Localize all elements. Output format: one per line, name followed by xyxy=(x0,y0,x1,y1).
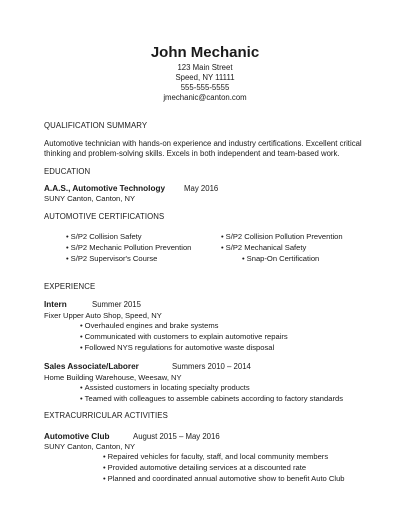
certifications-heading: AUTOMOTIVE CERTIFICATIONS xyxy=(44,212,165,221)
certification-item: • S/P2 Mechanical Safety xyxy=(221,243,306,253)
club-place: SUNY Canton, Canton, NY xyxy=(44,442,136,451)
certification-item: • S/P2 Supervisor's Course xyxy=(66,254,157,264)
club-date: August 2015 – May 2016 xyxy=(133,432,220,441)
club-bullet: • Repaired vehicles for faculty, staff, and local community members xyxy=(103,452,328,462)
contact-phone: 555-555-5555 xyxy=(180,83,230,92)
qualification-line-1: Automotive technician with hands-on experience and industry certifications. Excellent critical xyxy=(44,139,362,148)
extracurricular-heading: EXTRACURRICULAR ACTIVITIES xyxy=(44,411,168,420)
job-date: Summers 2010 – 2014 xyxy=(172,362,251,371)
certification-item: • Snap-On Certification xyxy=(242,254,319,264)
certification-item: • S/P2 Collision Safety xyxy=(66,232,142,242)
qualification-heading: QUALIFICATION SUMMARY xyxy=(44,121,148,130)
contact-address: 123 Main Street xyxy=(177,63,233,72)
job-place: Home Building Warehouse, Weesaw, NY xyxy=(44,373,182,382)
job-role: Intern xyxy=(44,300,67,309)
job-date: Summer 2015 xyxy=(92,300,141,309)
job-bullet: • Assisted customers in locating specialty products xyxy=(80,383,250,393)
job-bullet: • Overhauled engines and brake systems xyxy=(80,321,218,331)
club-bullet: • Provided automotive detailing services at a discounted rate xyxy=(103,463,306,473)
contact-email: jmechanic@canton.com xyxy=(163,93,247,102)
experience-heading: EXPERIENCE xyxy=(44,282,96,291)
certification-item: • S/P2 Collision Pollution Prevention xyxy=(221,232,343,242)
certification-item: • S/P2 Mechanic Pollution Prevention xyxy=(66,243,191,253)
job-bullet: • Communicated with customers to explain automotive repairs xyxy=(80,332,288,342)
qualification-line-2: thinking and problem-solving skills. Excels in both independent and team-based work. xyxy=(44,149,340,158)
education-date: May 2016 xyxy=(184,184,219,193)
club-bullet: • Planned and coordinated annual automotive show to benefit Auto Club xyxy=(103,474,345,484)
education-school: SUNY Canton, Canton, NY xyxy=(44,194,136,203)
job-role: Sales Associate/Laborer xyxy=(44,362,139,371)
job-bullet: • Teamed with colleagues to assemble cabinets according to factory standards xyxy=(80,394,343,404)
education-heading: EDUCATION xyxy=(44,167,91,176)
contact-city: Speed, NY 11111 xyxy=(175,73,235,82)
education-degree: A.A.S., Automotive Technology xyxy=(44,184,165,193)
job-bullet: • Followed NYS regulations for automotive waste disposal xyxy=(80,343,274,353)
club-name: Automotive Club xyxy=(44,432,110,441)
resume-name: John Mechanic xyxy=(150,44,260,61)
job-place: Fixer Upper Auto Shop, Speed, NY xyxy=(44,311,162,320)
